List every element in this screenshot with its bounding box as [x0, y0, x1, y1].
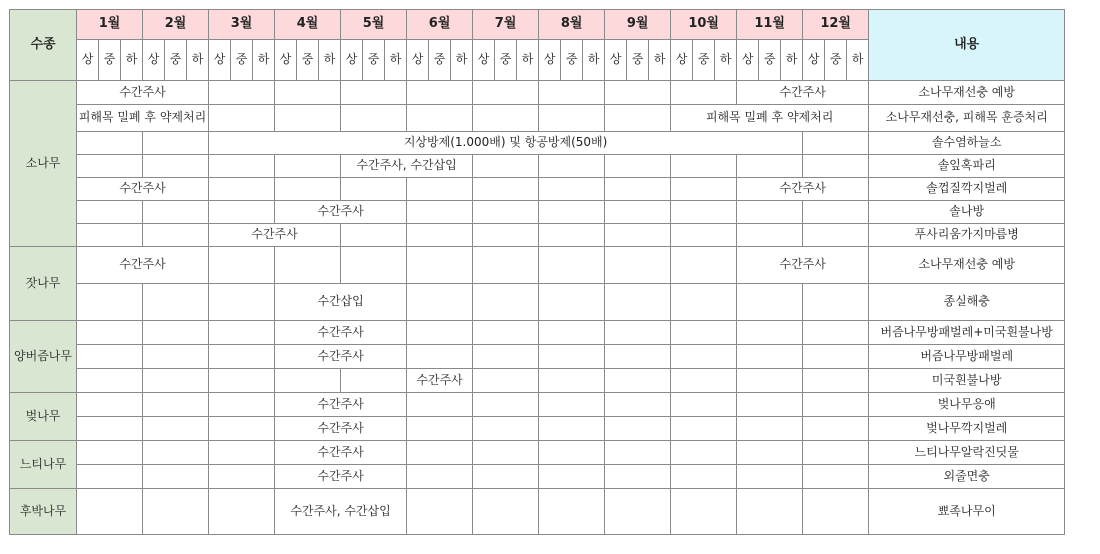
empty-month-cell [407, 465, 473, 489]
empty-month-cell [473, 321, 539, 345]
pest-description: 솔껍질깍지벌레 [869, 178, 1065, 201]
empty-month-cell [803, 224, 869, 247]
empty-month-cell [671, 81, 737, 105]
treatment-period: 수간주사 [737, 247, 869, 284]
treatment-period: 수간주사 [275, 441, 407, 465]
schedule-row [10, 345, 1065, 369]
empty-month-cell [737, 465, 803, 489]
empty-month-cell [605, 224, 671, 247]
subperiod-header: 중 [627, 40, 649, 81]
schedule-row [10, 178, 1065, 201]
treatment-period: 수간주사 [275, 465, 407, 489]
empty-month-cell [539, 345, 605, 369]
empty-month-cell [737, 345, 803, 369]
empty-month-cell [473, 105, 539, 132]
empty-month-cell [737, 441, 803, 465]
empty-month-cell [605, 465, 671, 489]
empty-month-cell [209, 321, 275, 345]
empty-month-cell [143, 489, 209, 535]
empty-month-cell [77, 393, 143, 417]
empty-month-cell [275, 105, 341, 132]
empty-month-cell [671, 417, 737, 441]
treatment-period: 수간주사 [77, 247, 209, 284]
empty-month-cell [341, 247, 407, 284]
subperiod-header: 하 [781, 40, 803, 81]
subperiod-header: 하 [715, 40, 737, 81]
empty-month-cell [77, 224, 143, 247]
schedule-row [10, 489, 1065, 535]
schedule-row [10, 441, 1065, 465]
subperiod-header: 상 [473, 40, 495, 81]
subperiod-header: 상 [143, 40, 165, 81]
empty-month-cell [671, 247, 737, 284]
empty-month-cell [143, 417, 209, 441]
empty-month-cell [803, 284, 869, 321]
empty-month-cell [737, 201, 803, 224]
pest-description: 외줄면충 [869, 465, 1065, 489]
subperiod-header: 상 [803, 40, 825, 81]
empty-month-cell [803, 489, 869, 535]
subperiod-header: 하 [451, 40, 473, 81]
subperiod-header: 상 [77, 40, 99, 81]
month-header: 7월 [473, 10, 539, 40]
month-header: 6월 [407, 10, 473, 40]
empty-month-cell [737, 321, 803, 345]
schedule-row [10, 369, 1065, 393]
empty-month-cell [539, 321, 605, 345]
schedule-row [10, 465, 1065, 489]
empty-month-cell [605, 393, 671, 417]
subperiod-header: 하 [847, 40, 869, 81]
empty-month-cell [473, 393, 539, 417]
empty-month-cell [539, 201, 605, 224]
empty-month-cell [209, 345, 275, 369]
pest-description: 느티나무알락진딧물 [869, 441, 1065, 465]
empty-month-cell [143, 132, 209, 155]
empty-month-cell [143, 345, 209, 369]
empty-month-cell [143, 441, 209, 465]
month-header: 3월 [209, 10, 275, 40]
empty-month-cell [473, 201, 539, 224]
content-column-header: 내용 [869, 10, 1065, 81]
empty-month-cell [77, 201, 143, 224]
schedule-row [10, 284, 1065, 321]
treatment-period: 피해목 밀폐 후 약제처리 [671, 105, 869, 132]
subperiod-header: 하 [187, 40, 209, 81]
species-name: 양버즘나무 [10, 321, 77, 393]
empty-month-cell [275, 247, 341, 284]
pest-description: 푸사리움가지마름병 [869, 224, 1065, 247]
empty-month-cell [407, 321, 473, 345]
empty-month-cell [671, 178, 737, 201]
empty-month-cell [671, 489, 737, 535]
empty-month-cell [77, 321, 143, 345]
empty-month-cell [77, 345, 143, 369]
schedule-row [10, 81, 1065, 105]
empty-month-cell [605, 201, 671, 224]
treatment-period: 수간주사 [737, 81, 869, 105]
subperiod-header: 중 [693, 40, 715, 81]
empty-month-cell [605, 369, 671, 393]
treatment-period: 지상방제(1.000배) 및 항공방제(50배) [209, 132, 803, 155]
empty-month-cell [539, 441, 605, 465]
month-header: 2월 [143, 10, 209, 40]
month-header: 12월 [803, 10, 869, 40]
empty-month-cell [341, 369, 407, 393]
treatment-period: 수간주사 [77, 81, 209, 105]
month-header: 10월 [671, 10, 737, 40]
subperiod-header: 상 [275, 40, 297, 81]
species-column-header: 수종 [10, 10, 77, 81]
empty-month-cell [209, 155, 275, 178]
empty-month-cell [473, 247, 539, 284]
empty-month-cell [143, 201, 209, 224]
treatment-period: 수간주사 [275, 417, 407, 441]
empty-month-cell [209, 201, 275, 224]
subperiod-header: 하 [121, 40, 143, 81]
treatment-period: 수간삽입 [275, 284, 407, 321]
subperiod-header: 상 [407, 40, 429, 81]
species-name: 소나무 [10, 81, 77, 247]
treatment-period: 수간주사 [275, 393, 407, 417]
empty-month-cell [209, 81, 275, 105]
empty-month-cell [539, 81, 605, 105]
subperiod-header: 중 [561, 40, 583, 81]
empty-month-cell [671, 441, 737, 465]
empty-month-cell [143, 284, 209, 321]
empty-month-cell [275, 178, 341, 201]
treatment-period: 수간주사 [407, 369, 473, 393]
empty-month-cell [407, 284, 473, 321]
empty-month-cell [539, 369, 605, 393]
pest-description: 소나무재선충, 피해목 훈증처리 [869, 105, 1065, 132]
month-header: 8월 [539, 10, 605, 40]
empty-month-cell [539, 178, 605, 201]
empty-month-cell [737, 393, 803, 417]
empty-month-cell [473, 155, 539, 178]
pest-control-schedule-table [9, 9, 1065, 535]
month-header: 9월 [605, 10, 671, 40]
empty-month-cell [407, 105, 473, 132]
empty-month-cell [671, 321, 737, 345]
empty-month-cell [605, 345, 671, 369]
month-header: 1월 [77, 10, 143, 40]
pest-description: 솔수염하늘소 [869, 132, 1065, 155]
empty-month-cell [209, 393, 275, 417]
treatment-period: 수간주사 [77, 178, 209, 201]
empty-month-cell [671, 393, 737, 417]
empty-month-cell [407, 224, 473, 247]
empty-month-cell [473, 417, 539, 441]
empty-month-cell [77, 132, 143, 155]
schedule-row [10, 247, 1065, 284]
empty-month-cell [737, 417, 803, 441]
month-header: 11월 [737, 10, 803, 40]
empty-month-cell [803, 393, 869, 417]
empty-month-cell [341, 105, 407, 132]
empty-month-cell [473, 345, 539, 369]
schedule-row [10, 201, 1065, 224]
month-header: 4월 [275, 10, 341, 40]
treatment-period: 수간주사 [275, 321, 407, 345]
species-name: 잣나무 [10, 247, 77, 321]
empty-month-cell [143, 393, 209, 417]
empty-month-cell [803, 417, 869, 441]
treatment-period: 수간주사 [275, 201, 407, 224]
empty-month-cell [539, 155, 605, 178]
empty-month-cell [539, 417, 605, 441]
empty-month-cell [803, 345, 869, 369]
schedule-row [10, 155, 1065, 178]
subperiod-header: 중 [231, 40, 253, 81]
empty-month-cell [407, 441, 473, 465]
subperiod-header: 상 [671, 40, 693, 81]
species-name: 느티나무 [10, 441, 77, 489]
empty-month-cell [605, 247, 671, 284]
empty-month-cell [473, 489, 539, 535]
empty-month-cell [407, 178, 473, 201]
empty-month-cell [209, 369, 275, 393]
empty-month-cell [77, 465, 143, 489]
subperiod-header: 중 [297, 40, 319, 81]
schedule-table-wrapper [9, 9, 1065, 535]
subperiod-header: 중 [759, 40, 781, 81]
empty-month-cell [143, 321, 209, 345]
subperiod-header: 상 [341, 40, 363, 81]
empty-month-cell [143, 224, 209, 247]
pest-description: 종실해충 [869, 284, 1065, 321]
empty-month-cell [737, 284, 803, 321]
empty-month-cell [209, 105, 275, 132]
subperiod-header: 상 [209, 40, 231, 81]
subperiod-header: 중 [363, 40, 385, 81]
empty-month-cell [539, 105, 605, 132]
empty-month-cell [737, 369, 803, 393]
pest-description: 벚나무응애 [869, 393, 1065, 417]
pest-description: 버즘나무방패벌레+미국흰불나방 [869, 321, 1065, 345]
empty-month-cell [539, 247, 605, 284]
empty-month-cell [605, 489, 671, 535]
treatment-period: 수간주사 [737, 178, 869, 201]
empty-month-cell [671, 155, 737, 178]
subperiod-header: 중 [495, 40, 517, 81]
empty-month-cell [77, 417, 143, 441]
empty-month-cell [737, 489, 803, 535]
empty-month-cell [605, 284, 671, 321]
empty-month-cell [671, 465, 737, 489]
schedule-row [10, 132, 1065, 155]
empty-month-cell [605, 441, 671, 465]
empty-month-cell [803, 155, 869, 178]
subperiod-header: 하 [385, 40, 407, 81]
pest-description: 뾰족나무이 [869, 489, 1065, 535]
subperiod-header: 상 [605, 40, 627, 81]
empty-month-cell [407, 81, 473, 105]
schedule-row [10, 224, 1065, 247]
schedule-row [10, 105, 1065, 132]
empty-month-cell [143, 155, 209, 178]
empty-month-cell [473, 284, 539, 321]
empty-month-cell [473, 465, 539, 489]
pest-description: 소나무재선충 예방 [869, 81, 1065, 105]
empty-month-cell [407, 345, 473, 369]
subperiod-header: 중 [429, 40, 451, 81]
empty-month-cell [209, 178, 275, 201]
empty-month-cell [671, 224, 737, 247]
empty-month-cell [209, 489, 275, 535]
subperiod-header: 중 [99, 40, 121, 81]
treatment-period: 수간주사 [209, 224, 341, 247]
empty-month-cell [275, 81, 341, 105]
empty-month-cell [539, 224, 605, 247]
empty-month-cell [737, 155, 803, 178]
empty-month-cell [143, 465, 209, 489]
subperiod-header: 중 [165, 40, 187, 81]
empty-month-cell [275, 155, 341, 178]
treatment-period: 수간주사, 수간삽입 [341, 155, 473, 178]
subperiod-header: 상 [737, 40, 759, 81]
empty-month-cell [473, 81, 539, 105]
empty-month-cell [473, 441, 539, 465]
empty-month-cell [209, 284, 275, 321]
empty-month-cell [407, 417, 473, 441]
empty-month-cell [539, 489, 605, 535]
empty-month-cell [77, 155, 143, 178]
subperiod-header: 하 [253, 40, 275, 81]
empty-month-cell [803, 132, 869, 155]
empty-month-cell [77, 489, 143, 535]
empty-month-cell [803, 369, 869, 393]
empty-month-cell [77, 441, 143, 465]
treatment-period: 수간주사, 수간삽입 [275, 489, 407, 535]
pest-description: 소나무재선충 예방 [869, 247, 1065, 284]
empty-month-cell [539, 465, 605, 489]
empty-month-cell [803, 321, 869, 345]
subperiod-header: 하 [319, 40, 341, 81]
empty-month-cell [143, 369, 209, 393]
subperiod-header: 중 [825, 40, 847, 81]
empty-month-cell [77, 284, 143, 321]
header-row-months [10, 10, 1065, 40]
subperiod-header: 상 [539, 40, 561, 81]
empty-month-cell [671, 201, 737, 224]
subperiod-header: 하 [649, 40, 671, 81]
empty-month-cell [605, 321, 671, 345]
empty-month-cell [473, 224, 539, 247]
empty-month-cell [473, 369, 539, 393]
empty-month-cell [209, 465, 275, 489]
empty-month-cell [407, 201, 473, 224]
empty-month-cell [341, 81, 407, 105]
empty-month-cell [473, 178, 539, 201]
empty-month-cell [539, 393, 605, 417]
empty-month-cell [605, 417, 671, 441]
month-header: 5월 [341, 10, 407, 40]
pest-description: 솔잎혹파리 [869, 155, 1065, 178]
empty-month-cell [605, 105, 671, 132]
empty-month-cell [671, 369, 737, 393]
empty-month-cell [539, 284, 605, 321]
empty-month-cell [605, 178, 671, 201]
empty-month-cell [671, 284, 737, 321]
empty-month-cell [407, 393, 473, 417]
pest-description: 미국흰불나방 [869, 369, 1065, 393]
treatment-period: 피해목 밀폐 후 약제처리 [77, 105, 209, 132]
treatment-period: 수간주사 [275, 345, 407, 369]
empty-month-cell [605, 155, 671, 178]
empty-month-cell [341, 224, 407, 247]
pest-description: 솔나방 [869, 201, 1065, 224]
subperiod-header: 하 [583, 40, 605, 81]
empty-month-cell [737, 224, 803, 247]
empty-month-cell [209, 247, 275, 284]
empty-month-cell [671, 345, 737, 369]
schedule-row [10, 321, 1065, 345]
empty-month-cell [803, 465, 869, 489]
empty-month-cell [209, 441, 275, 465]
subperiod-header: 하 [517, 40, 539, 81]
schedule-row [10, 417, 1065, 441]
species-name: 후박나무 [10, 489, 77, 535]
empty-month-cell [407, 489, 473, 535]
species-name: 벚나무 [10, 393, 77, 441]
empty-month-cell [605, 81, 671, 105]
pest-description: 버즘나무방패벌레 [869, 345, 1065, 369]
empty-month-cell [407, 247, 473, 284]
empty-month-cell [275, 369, 341, 393]
pest-description: 벚나무깍지벌레 [869, 417, 1065, 441]
empty-month-cell [341, 178, 407, 201]
empty-month-cell [77, 369, 143, 393]
empty-month-cell [803, 441, 869, 465]
empty-month-cell [209, 417, 275, 441]
schedule-row [10, 393, 1065, 417]
empty-month-cell [803, 201, 869, 224]
